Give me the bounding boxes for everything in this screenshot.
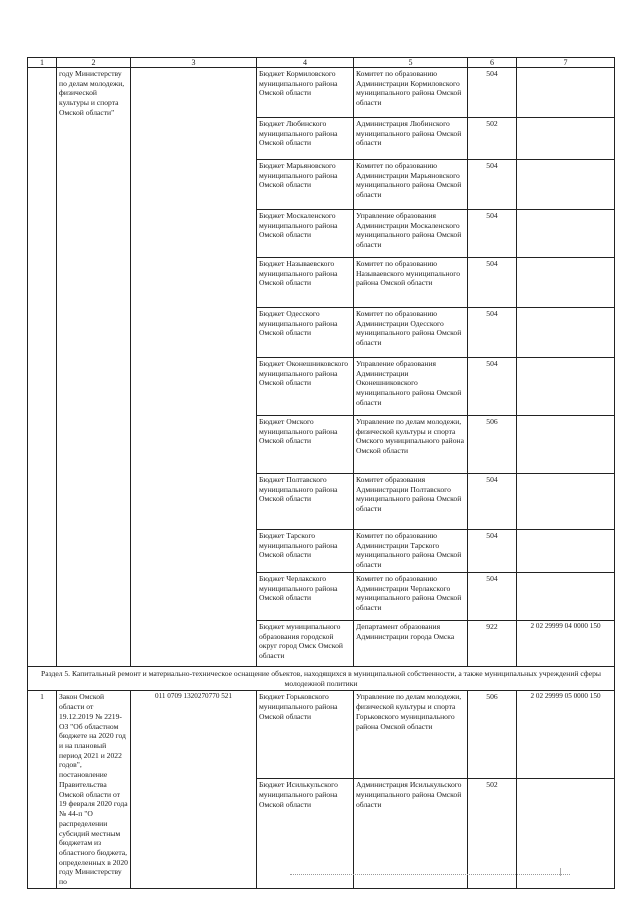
revenue-code (517, 308, 615, 358)
admin-code: 502 (468, 118, 517, 160)
column-number: 4 (257, 58, 354, 68)
column-number-row (28, 58, 615, 68)
administrator: Управление по делам молодежи, физической культуры и спорта Омского муниципального района Омской области (354, 416, 468, 474)
admin-code: 506 (468, 416, 517, 474)
column-number: 1 (28, 58, 57, 68)
subsidy-distribution-table (27, 57, 615, 889)
section-heading-row (28, 667, 615, 691)
scan-footer-mark (290, 874, 570, 877)
admin-code: 504 (468, 358, 517, 416)
admin-code: 504 (468, 68, 517, 118)
revenue-code (517, 779, 615, 888)
revenue-code (517, 530, 615, 573)
admin-code: 504 (468, 160, 517, 210)
recipient-budget: Бюджет Тарского муниципального района Омской области (257, 530, 354, 573)
recipient-budget: Бюджет Оконешниковского муниципального района Омской области (257, 358, 354, 416)
recipient-budget: Бюджет Черлакского муниципального района Омской области (257, 573, 354, 621)
column-number: 2 (57, 58, 131, 68)
administrator: Департамент образования Администрации города Омска (354, 621, 468, 667)
recipient-budget: Бюджет муниципального образования городской округ город Омск Омской области (257, 621, 354, 667)
administrator: Комитет по образованию Администрации Одесского муниципального района Омской области (354, 308, 468, 358)
row-number-cell (28, 68, 57, 667)
table-row (28, 691, 615, 779)
administrator: Комитет по образованию Администрации Марьяновского муниципального района Омской области (354, 160, 468, 210)
administrator: Комитет по образованию Администрации Кормиловского муниципального района Омской области (354, 68, 468, 118)
recipient-budget: Бюджет Москаленского муниципального района Омской области (257, 210, 354, 258)
recipient-budget: Бюджет Горьковского муниципального района Омской области (257, 691, 354, 779)
recipient-budget: Бюджет Называевского муниципального района Омской области (257, 258, 354, 308)
administrator: Управление по делам молодежи, физической культуры и спорта Горьковского муниципального района Омской области (354, 691, 468, 779)
legal-basis-continuation: году Министерству по делам молодежи, физической культуры и спорта Омской области" (59, 69, 125, 117)
revenue-code: 2 02 29999 04 0000 150 (517, 621, 615, 667)
admin-code: 504 (468, 258, 517, 308)
administrator: Комитет по образованию Называевского муниципального района Омской области (354, 258, 468, 308)
table-row (28, 68, 615, 118)
administrator: Управление образования Администрации Москаленского муниципального района Омской области (354, 210, 468, 258)
recipient-budget: Бюджет Кормиловского муниципального района Омской области (257, 68, 354, 118)
administrator: Управление образования Администрации Оконешниковского муниципального района Омской области (354, 358, 468, 416)
revenue-code (517, 68, 615, 118)
kbk-code: 011 0709 1320270770 521 (131, 691, 257, 888)
section-title: Раздел 5. Капитальный ремонт и материально-техническое оснащение объектов, находящихся в муниципальной собственности, а также муниципальных учреждений сферы молодежной политики (28, 667, 615, 691)
row-number: 1 (28, 691, 57, 888)
recipient-budget: Бюджет Исилькульского муниципального района Омской области (257, 779, 354, 888)
revenue-code (517, 416, 615, 474)
recipient-budget: Бюджет Полтавского муниципального района Омской области (257, 474, 354, 530)
column-number: 6 (468, 58, 517, 68)
administrator: Администрация Исилькульского муниципального района Омской области (354, 779, 468, 888)
kbk-cell (131, 68, 257, 667)
recipient-budget: Бюджет Любинского муниципального района Омской области (257, 118, 354, 160)
column-number: 3 (131, 58, 257, 68)
admin-code: 922 (468, 621, 517, 667)
administrator: Комитет образования Администрации Полтавского муниципального района Омской области (354, 474, 468, 530)
administrator: Комитет по образованию Администрации Черлакского муниципального района Омской области (354, 573, 468, 621)
recipient-budget: Бюджет Марьяновского муниципального района Омской области (257, 160, 354, 210)
admin-code: 504 (468, 210, 517, 258)
admin-code: 504 (468, 308, 517, 358)
recipient-budget: Бюджет Одесского муниципального района Омской области (257, 308, 354, 358)
revenue-code (517, 210, 615, 258)
admin-code: 502 (468, 779, 517, 888)
admin-code: 506 (468, 691, 517, 779)
administrator: Администрация Любинского муниципального района Омской области (354, 118, 468, 160)
legal-basis: Закон Омской области от 19.12.2019 № 2219-ОЗ "Об областном бюджете на 2020 год и на плановый период 2021 и 2022 годов", постановление Правительства Омской области от 19 февраля 2020 года № 44-п "О распределении субсидий местным бюджетам из областного бюджета, определенных в 2020 году Министерству по (57, 691, 131, 888)
revenue-code (517, 573, 615, 621)
revenue-code: 2 02 29999 05 0000 150 (517, 691, 615, 779)
revenue-code (517, 118, 615, 160)
admin-code: 504 (468, 530, 517, 573)
admin-code: 504 (468, 474, 517, 530)
legal-basis-cell (57, 68, 131, 667)
revenue-code (517, 160, 615, 210)
administrator: Комитет по образованию Администрации Тарского муниципального района Омской области (354, 530, 468, 573)
column-number: 7 (517, 58, 615, 68)
recipient-budget: Бюджет Омского муниципального района Омской области (257, 416, 354, 474)
revenue-code (517, 358, 615, 416)
column-number: 5 (354, 58, 468, 68)
revenue-code (517, 474, 615, 530)
scan-footer-tick (560, 868, 561, 876)
admin-code: 504 (468, 573, 517, 621)
revenue-code (517, 258, 615, 308)
